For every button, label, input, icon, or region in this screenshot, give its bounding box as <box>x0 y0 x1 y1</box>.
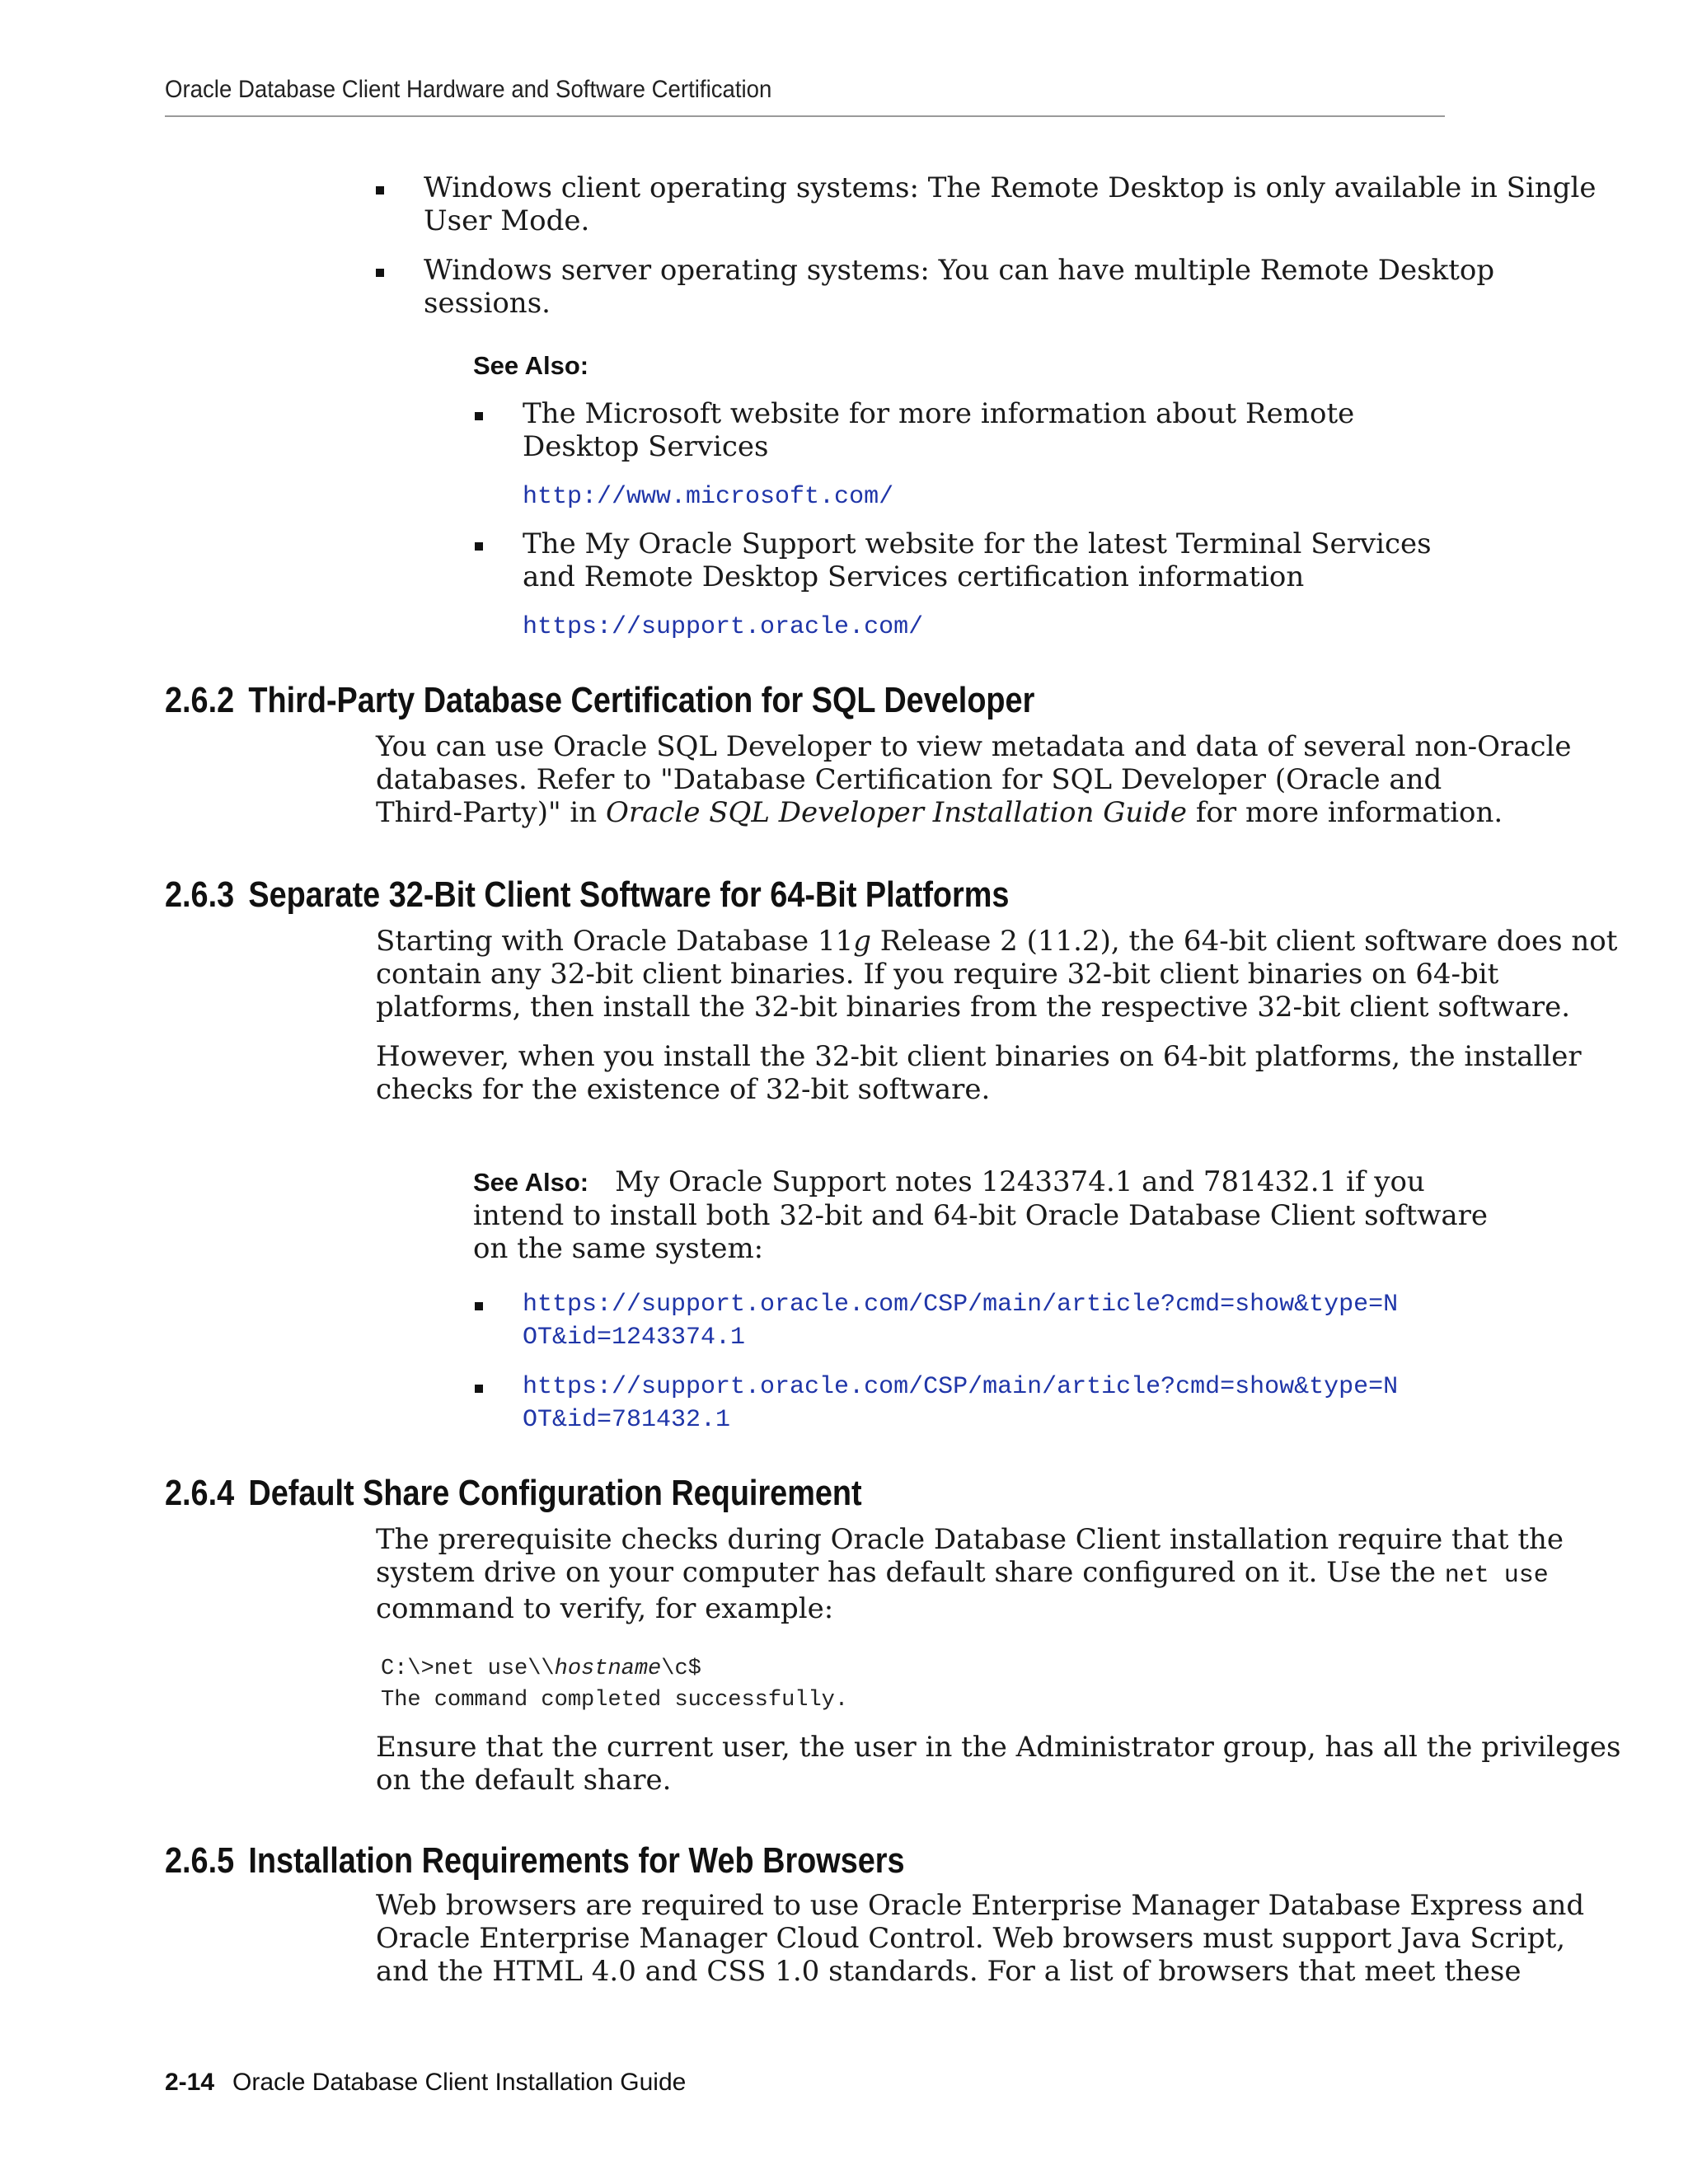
support-note-link-781432[interactable] <box>523 1371 1398 1436</box>
bullet-marker <box>475 542 483 551</box>
text-line: platforms, then install the 32-bit binaries from the respective 32-bit client software. <box>376 991 1571 1024</box>
section-title: Default Share Configuration Requirement <box>248 1473 862 1513</box>
page-footer <box>165 2069 686 2097</box>
link-line: https://support.oracle.com/CSP/main/article?cmd=show&type=N <box>523 1373 1399 1401</box>
bullet-marker <box>475 1385 483 1393</box>
code-example: C:\>net use\\hostname\c$ The command completed successfully. <box>381 1657 849 1713</box>
text-line: on the same system: <box>473 1232 764 1265</box>
text-line: However, when you install the 32-bit client binaries on 64-bit platforms, the installer <box>376 1040 1582 1073</box>
bullet-item-windows-client <box>424 171 1597 237</box>
text-line: The Microsoft website for more information about Remote <box>523 397 1355 430</box>
section-heading-2-6-2 <box>165 679 1034 722</box>
section-number: 2.6.3 <box>165 874 235 915</box>
section-body-2-6-3-para-1 <box>376 925 1617 1024</box>
running-header: Oracle Database Client Hardware and Software Certification <box>165 76 772 103</box>
see-also-item-my-oracle-support <box>523 527 1432 593</box>
text-line: sessions. <box>424 287 551 320</box>
bullet-marker <box>475 1302 483 1310</box>
text-line: Ensure that the current user, the user in the Administrator group, has all the privileges <box>376 1731 1621 1764</box>
inline-code: net use <box>1444 1562 1549 1590</box>
oracle-support-link[interactable]: https://support.oracle.com/ <box>523 613 924 641</box>
support-note-link-1243374[interactable] <box>523 1288 1398 1354</box>
section-body-2-6-5 <box>376 1889 1584 1988</box>
text-line: User Mode. <box>424 204 590 237</box>
link-line: OT&id=781432.1 <box>523 1406 731 1434</box>
text-line: Oracle Enterprise Manager Cloud Control. Web browsers must support Java Script, <box>376 1922 1566 1955</box>
section-body-2-6-3-para-2 <box>376 1040 1582 1106</box>
section-title: Third-Party Database Certification for SQL Developer <box>248 680 1035 720</box>
section-body-2-6-2 <box>376 730 1572 829</box>
text-line: on the default share. <box>376 1764 672 1797</box>
see-also-item-microsoft <box>523 397 1354 463</box>
text-line: Windows server operating systems: You can have multiple Remote Desktop <box>424 254 1495 287</box>
section-body-2-6-4-para-1 <box>376 1523 1564 1625</box>
code-placeholder: hostname <box>554 1657 662 1681</box>
see-also-label: See Also: <box>473 1168 589 1197</box>
page-number: 2-14 <box>165 2069 215 2096</box>
microsoft-link[interactable]: http://www.microsoft.com/ <box>523 483 894 511</box>
text-line: databases. Refer to "Database Certification for SQL Developer (Oracle and <box>376 763 1442 796</box>
section-title: Separate 32-Bit Client Software for 64-Bit Platforms <box>248 874 1010 915</box>
section-number: 2.6.4 <box>165 1473 235 1513</box>
section-body-2-6-4-para-2 <box>376 1731 1621 1797</box>
section-title: Installation Requirements for Web Browsers <box>248 1840 905 1881</box>
link-line: OT&id=1243374.1 <box>523 1324 746 1352</box>
text-line: system drive on your computer has default share configured on it. Use the net use <box>376 1556 1549 1590</box>
section-heading-2-6-3 <box>165 874 1009 916</box>
see-also-note-2-6-3 <box>473 1165 1488 1265</box>
bullet-marker <box>376 186 384 194</box>
bullet-item-windows-server <box>424 254 1494 320</box>
link-line: https://support.oracle.com/CSP/main/article?cmd=show&type=N <box>523 1291 1399 1319</box>
text-line: intend to install both 32-bit and 64-bit Oracle Database Client software <box>473 1199 1489 1232</box>
text-line: See Also: My Oracle Support notes 1243374.1 and 781432.1 if you <box>473 1165 1425 1198</box>
text-line: Windows client operating systems: The Remote Desktop is only available in Single <box>424 171 1597 204</box>
footer-book-title: Oracle Database Client Installation Guide <box>232 2069 687 2096</box>
text-line: Web browsers are required to use Oracle Enterprise Manager Database Express and <box>376 1889 1585 1922</box>
text-line: and the HTML 4.0 and CSS 1.0 standards. For a list of browsers that meet these <box>376 1955 1522 1988</box>
text-line: Starting with Oracle Database 11g Release 2 (11.2), the 64-bit client software does not <box>376 925 1618 958</box>
text-line: Desktop Services <box>523 430 769 463</box>
header-rule <box>165 115 1445 117</box>
section-number: 2.6.5 <box>165 1840 235 1881</box>
text-line: The prerequisite checks during Oracle Database Client installation require that the <box>376 1523 1564 1556</box>
text-line: You can use Oracle SQL Developer to view metadata and data of several non-Oracle <box>376 730 1572 763</box>
text-line: and Remote Desktop Services certification information <box>523 560 1305 593</box>
text-line: contain any 32-bit client binaries. If you require 32-bit client binaries on 64-bit <box>376 958 1499 991</box>
bullet-marker <box>376 269 384 277</box>
see-also-label: See Also: <box>473 351 589 380</box>
text-line: checks for the existence of 32-bit software. <box>376 1073 991 1106</box>
section-heading-2-6-5 <box>165 1840 905 1882</box>
text-line: The My Oracle Support website for the latest Terminal Services <box>523 527 1432 560</box>
section-heading-2-6-4 <box>165 1472 862 1515</box>
text-line: command to verify, for example: <box>376 1592 834 1625</box>
section-number: 2.6.2 <box>165 680 235 720</box>
text-line: Third-Party)" in Oracle SQL Developer Installation Guide for more information. <box>376 796 1503 829</box>
book-title-emphasis: Oracle SQL Developer Installation Guide <box>606 796 1188 829</box>
bullet-marker <box>475 412 483 420</box>
